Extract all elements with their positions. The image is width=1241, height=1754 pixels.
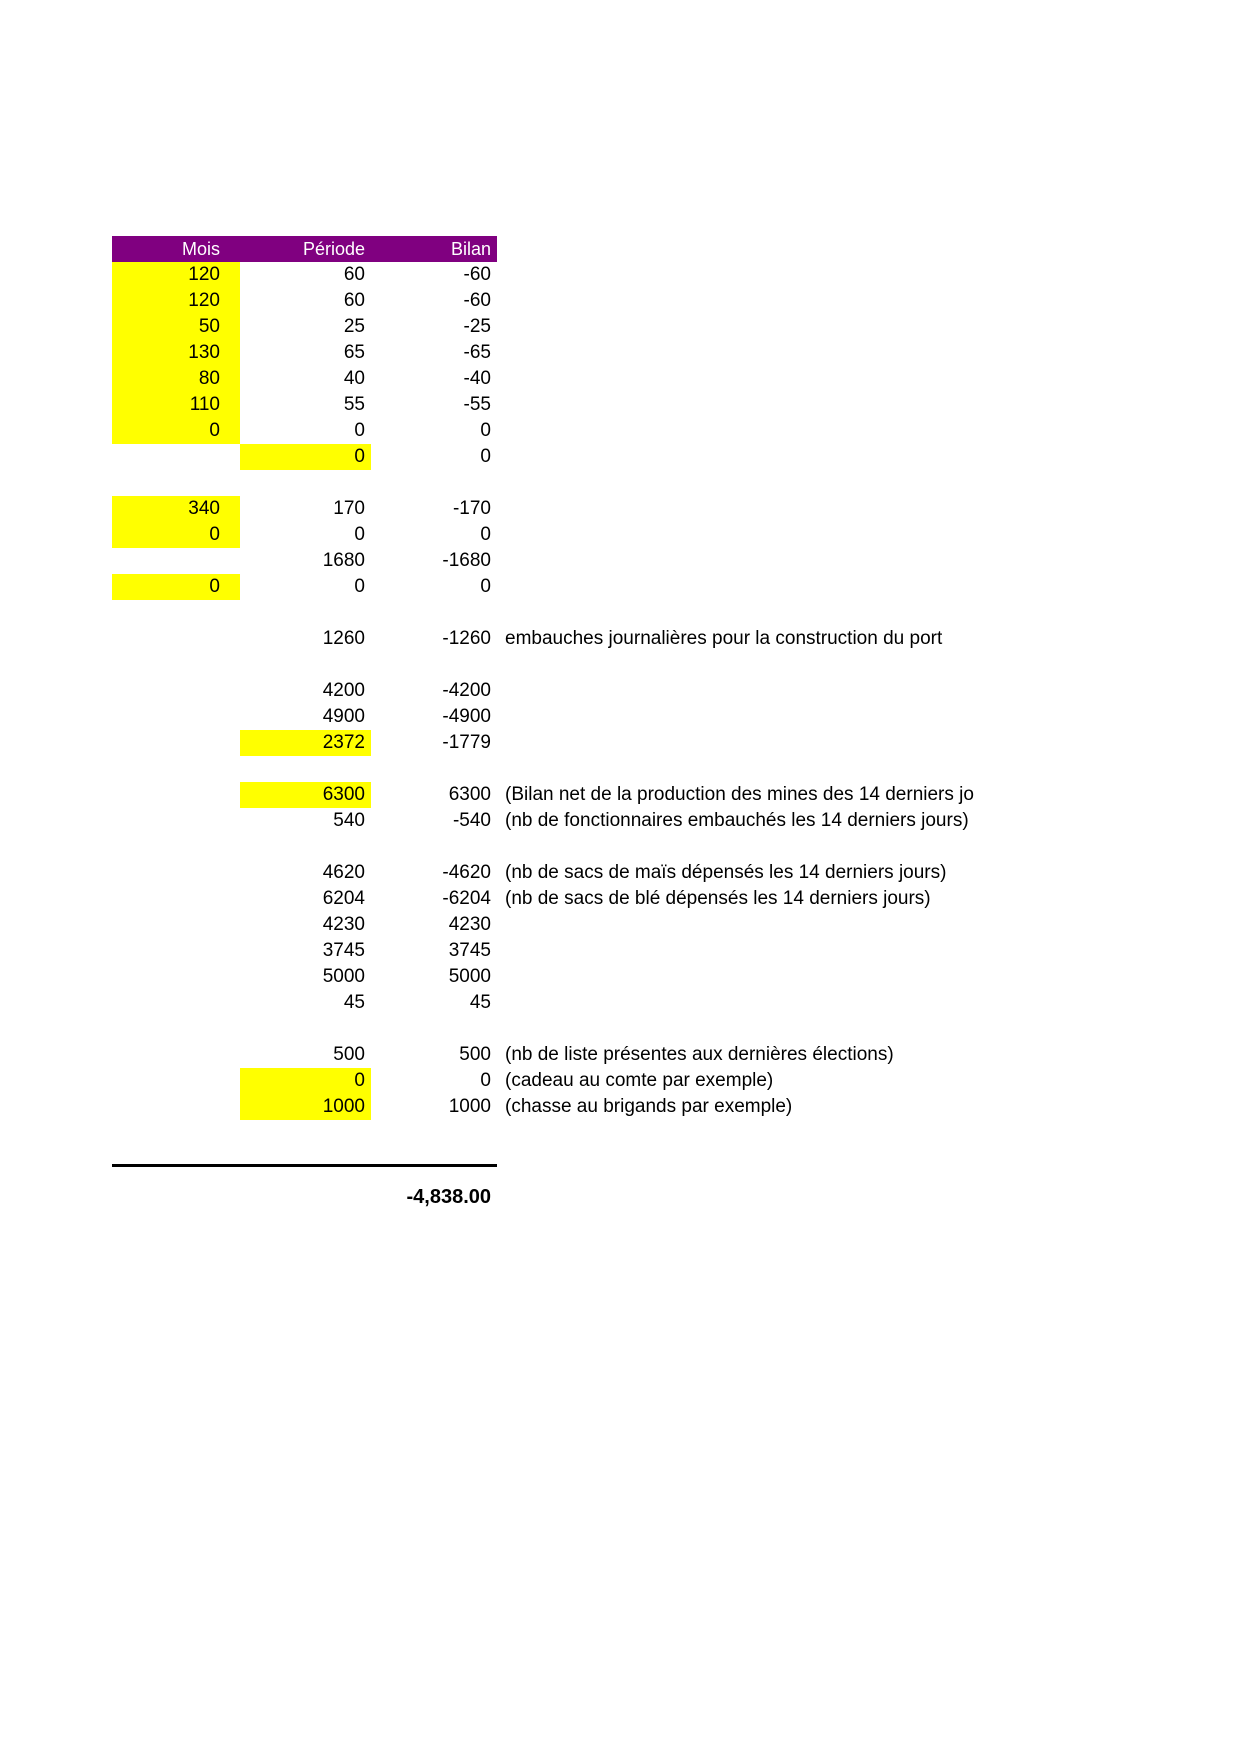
cell-mois[interactable] [112, 1094, 240, 1120]
table-row [112, 574, 1157, 600]
cell-periode[interactable]: 25 [343, 316, 365, 337]
table-row [112, 730, 1157, 756]
cell-bilan[interactable]: 0 [480, 446, 491, 467]
cell-mois[interactable] [112, 1016, 240, 1042]
cell-bilan[interactable]: 6300 [448, 784, 491, 805]
table-row [112, 548, 1157, 574]
cell-bilan[interactable]: -1779 [442, 732, 491, 753]
table-row [112, 938, 1157, 964]
cell-note[interactable] [497, 548, 1157, 574]
cell-mois[interactable] [112, 808, 240, 834]
cell-mois[interactable] [112, 938, 240, 964]
cell-periode[interactable]: 4200 [322, 680, 365, 701]
cell-bilan[interactable] [371, 1016, 497, 1042]
cell-note[interactable] [497, 1016, 1157, 1042]
cell-note[interactable] [497, 574, 1157, 600]
column-header-mois[interactable]: Mois [112, 236, 240, 262]
cell-periode[interactable]: 0 [354, 576, 365, 597]
cell-periode[interactable]: 4620 [322, 862, 365, 883]
cell-mois[interactable] [112, 990, 240, 1016]
cell-note[interactable] [497, 964, 1157, 990]
cell-periode[interactable]: 1680 [322, 550, 365, 571]
cell-mois[interactable]: 120 [112, 288, 240, 314]
cell-note[interactable]: (nb de fonctionnaires embauchés les 14 derniers jours) [505, 810, 969, 831]
table-row [112, 1042, 1157, 1068]
cell-bilan[interactable]: -65 [463, 342, 491, 363]
table-row [112, 600, 1157, 626]
cell-periode[interactable]: 170 [333, 498, 365, 519]
cell-bilan[interactable]: -40 [463, 368, 491, 389]
cell-periode[interactable]: 0 [240, 1068, 371, 1094]
cell-periode[interactable]: 0 [354, 524, 365, 545]
table-row [112, 366, 1157, 392]
cell-periode[interactable]: 6204 [322, 888, 365, 909]
cell-note[interactable] [497, 470, 1157, 496]
cell-note[interactable] [497, 314, 1157, 340]
cell-periode[interactable]: 4230 [322, 914, 365, 935]
cell-mois[interactable]: 120 [112, 262, 240, 288]
table-row [112, 990, 1157, 1016]
spreadsheet-area [112, 236, 1172, 1120]
table-row [112, 756, 1157, 782]
cell-bilan[interactable] [371, 756, 497, 782]
cell-mois[interactable]: 80 [112, 366, 240, 392]
cell-bilan[interactable]: -6204 [442, 888, 491, 909]
cell-periode[interactable]: 540 [333, 810, 365, 831]
cell-periode[interactable]: 500 [333, 1044, 365, 1065]
cell-bilan[interactable]: -25 [463, 316, 491, 337]
cell-mois[interactable] [112, 548, 240, 574]
cell-periode[interactable]: 45 [343, 992, 365, 1013]
cell-periode[interactable]: 55 [343, 394, 365, 415]
cell-note[interactable]: (nb de sacs de blé dépensés les 14 derniers jours) [505, 888, 931, 909]
cell-note[interactable] [497, 522, 1157, 548]
table-row [112, 964, 1157, 990]
table-row [112, 470, 1157, 496]
cell-mois[interactable] [112, 730, 240, 756]
cell-note[interactable]: (nb de liste présentes aux dernières élections) [505, 1044, 894, 1065]
table-row [112, 652, 1157, 678]
cell-mois[interactable] [112, 964, 240, 990]
cell-mois[interactable] [112, 444, 240, 470]
cell-mois[interactable] [112, 704, 240, 730]
cell-bilan[interactable]: -55 [463, 394, 491, 415]
cell-bilan[interactable]: -1260 [442, 628, 491, 649]
cell-mois[interactable]: 130 [112, 340, 240, 366]
table-row [112, 418, 1157, 444]
cell-periode[interactable] [240, 1016, 371, 1042]
cell-bilan[interactable]: -1680 [442, 550, 491, 571]
cell-mois[interactable]: 50 [112, 314, 240, 340]
cell-note[interactable] [497, 834, 1157, 860]
cell-mois[interactable] [112, 756, 240, 782]
cell-mois[interactable] [112, 1042, 240, 1068]
table-row [112, 262, 1157, 288]
cell-note[interactable] [497, 262, 1157, 288]
cell-bilan[interactable]: -540 [452, 810, 491, 831]
cell-note[interactable]: embauches journalières pour la construction du port [505, 628, 943, 649]
cell-mois[interactable] [112, 600, 240, 626]
cell-bilan[interactable]: 500 [459, 1044, 491, 1065]
cell-mois[interactable] [112, 626, 240, 652]
table-row [112, 808, 1157, 834]
cell-bilan[interactable]: -4200 [442, 680, 491, 701]
cell-note[interactable] [497, 756, 1157, 782]
table-row [112, 782, 1157, 808]
cell-mois[interactable]: 340 [112, 496, 240, 522]
cell-periode[interactable] [240, 470, 371, 496]
cell-mois[interactable] [112, 652, 240, 678]
cell-bilan[interactable]: 0 [480, 576, 491, 597]
cell-bilan[interactable]: 5000 [448, 966, 491, 987]
table-row [112, 1094, 1157, 1120]
table-row [112, 704, 1157, 730]
cell-periode[interactable]: 60 [343, 290, 365, 311]
cell-note[interactable] [497, 730, 1157, 756]
cell-note[interactable] [497, 912, 1157, 938]
cell-periode[interactable]: 0 [354, 420, 365, 441]
table-row [112, 340, 1157, 366]
table-row [112, 860, 1157, 886]
cell-bilan[interactable]: 0 [480, 524, 491, 545]
cell-bilan[interactable]: 45 [469, 992, 491, 1013]
cell-periode[interactable]: 65 [343, 342, 365, 363]
cell-note[interactable]: (chasse au brigands par exemple) [505, 1096, 793, 1117]
table-row [112, 444, 1157, 470]
cell-periode[interactable] [240, 834, 371, 860]
cell-mois[interactable] [112, 834, 240, 860]
cell-bilan[interactable]: -60 [463, 264, 491, 285]
cell-periode[interactable]: 1260 [322, 628, 365, 649]
cell-note[interactable] [497, 938, 1157, 964]
table-body [112, 262, 1157, 1120]
cell-bilan[interactable]: 4230 [448, 914, 491, 935]
cell-periode[interactable] [240, 756, 371, 782]
table-row [112, 1068, 1157, 1094]
cell-bilan[interactable] [371, 600, 497, 626]
cell-bilan[interactable]: -4620 [442, 862, 491, 883]
table-row [112, 678, 1157, 704]
cell-bilan[interactable]: 0 [480, 420, 491, 441]
cell-bilan[interactable]: -4900 [442, 706, 491, 727]
cell-periode[interactable]: 40 [343, 368, 365, 389]
cell-bilan[interactable]: -170 [452, 498, 491, 519]
cell-periode[interactable]: 5000 [322, 966, 365, 987]
cell-bilan[interactable] [371, 834, 497, 860]
cell-note[interactable] [497, 678, 1157, 704]
cell-mois[interactable] [112, 912, 240, 938]
cell-bilan[interactable]: -60 [463, 290, 491, 311]
cell-mois[interactable]: 0 [112, 574, 240, 600]
total-value: -4,838.00 [406, 1186, 491, 1208]
table-row [112, 834, 1157, 860]
cell-note[interactable] [497, 496, 1157, 522]
table-row [112, 1016, 1157, 1042]
cell-mois[interactable] [112, 470, 240, 496]
cell-mois[interactable]: 0 [112, 522, 240, 548]
cell-note[interactable] [497, 392, 1157, 418]
table-header-row [112, 236, 1157, 262]
cell-note[interactable] [497, 990, 1157, 1016]
cell-mois[interactable]: 110 [112, 392, 240, 418]
table-row [112, 626, 1157, 652]
cell-bilan[interactable]: 3745 [448, 940, 491, 961]
cell-bilan[interactable] [371, 652, 497, 678]
table-row [112, 314, 1157, 340]
cell-mois[interactable] [112, 860, 240, 886]
cell-periode[interactable]: 3745 [322, 940, 365, 961]
cell-periode[interactable]: 0 [240, 444, 371, 470]
column-header-periode[interactable]: Période [240, 236, 371, 262]
cell-mois[interactable] [112, 678, 240, 704]
cell-bilan[interactable]: 1000 [448, 1096, 491, 1117]
cell-note[interactable] [497, 652, 1157, 678]
table-row [112, 522, 1157, 548]
table-row [112, 496, 1157, 522]
table-row [112, 886, 1157, 912]
balance-table [112, 236, 1157, 1120]
cell-note[interactable]: (Bilan net de la production des mines des 14 derniers jo [505, 784, 974, 805]
cell-bilan[interactable]: 0 [480, 1070, 491, 1091]
cell-mois[interactable] [112, 886, 240, 912]
cell-periode[interactable] [240, 600, 371, 626]
cell-note[interactable] [497, 418, 1157, 444]
table-row [112, 392, 1157, 418]
cell-periode[interactable] [240, 652, 371, 678]
total-separator-rule [112, 1164, 497, 1167]
cell-note[interactable] [497, 444, 1157, 470]
table-row [112, 288, 1157, 314]
cell-periode[interactable]: 60 [343, 264, 365, 285]
table-row [112, 912, 1157, 938]
cell-periode[interactable]: 2372 [240, 730, 371, 756]
cell-mois[interactable] [112, 1068, 240, 1094]
cell-bilan[interactable] [371, 470, 497, 496]
cell-note[interactable]: (cadeau au comte par exemple) [505, 1070, 774, 1091]
cell-mois[interactable] [112, 782, 240, 808]
cell-periode[interactable]: 1000 [240, 1094, 371, 1120]
cell-note[interactable] [497, 704, 1157, 730]
cell-note[interactable] [497, 340, 1157, 366]
cell-note[interactable] [497, 288, 1157, 314]
cell-note[interactable] [497, 600, 1157, 626]
cell-note[interactable]: (nb de sacs de maïs dépensés les 14 derniers jours) [505, 862, 947, 883]
cell-periode[interactable]: 4900 [322, 706, 365, 727]
cell-periode[interactable]: 6300 [240, 782, 371, 808]
column-header-notes [497, 236, 1157, 262]
cell-mois[interactable]: 0 [112, 418, 240, 444]
cell-note[interactable] [497, 366, 1157, 392]
column-header-bilan[interactable]: Bilan [371, 236, 497, 262]
